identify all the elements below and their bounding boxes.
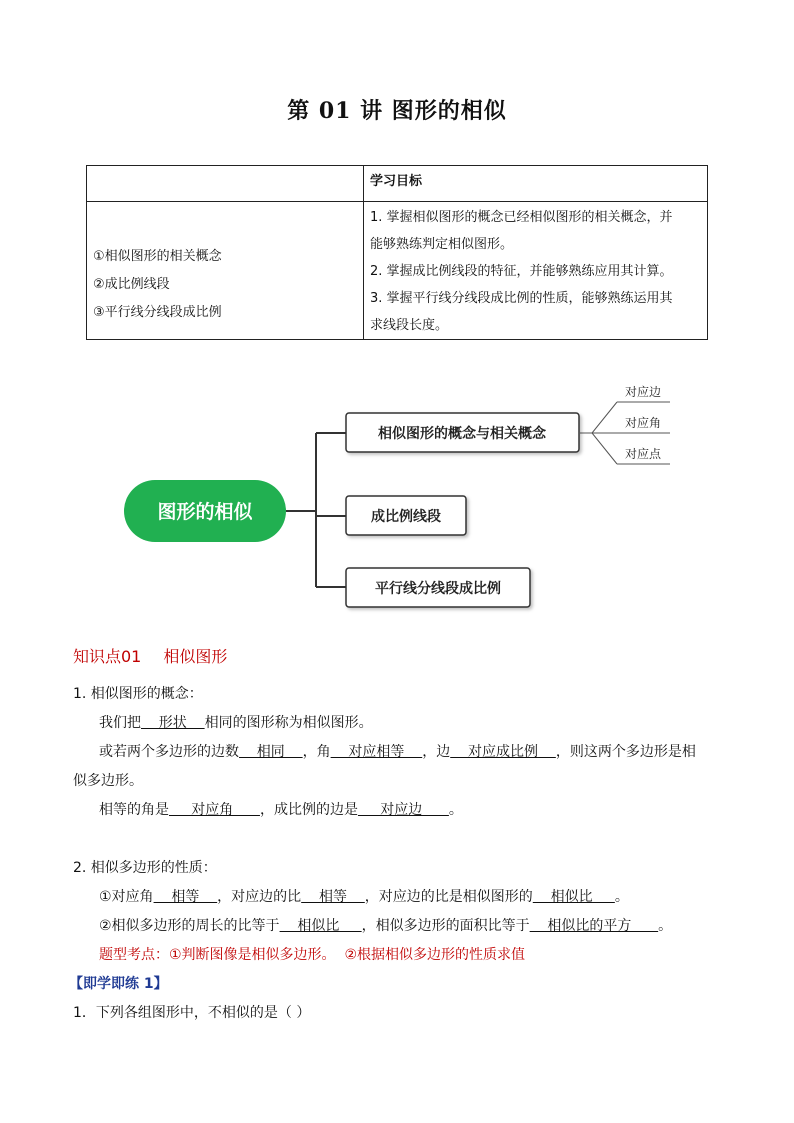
page-title: 第 01 讲 图形的相似: [287, 98, 507, 124]
fill-blank: 对应边: [357, 802, 449, 818]
leaf-label: 对应角: [624, 416, 662, 430]
definition-line: [73, 709, 733, 738]
topic-item: ②成比例线段: [93, 276, 170, 292]
fill-blank: 相等: [301, 889, 365, 905]
topic-item: ③平行线分线段成比例: [93, 304, 222, 320]
fill-blank: 相似比: [532, 889, 615, 905]
section-number: 知识点01: [73, 647, 142, 666]
text-segment: ，对应边的比是相似图形的: [364, 889, 533, 905]
connector-lines: [286, 433, 346, 587]
definition-line: [73, 796, 733, 825]
property-title: 2. 相似多边形的性质：: [73, 860, 217, 876]
concept-title: 1. 相似图形的概念：: [73, 686, 203, 702]
objectives-table: [86, 165, 708, 340]
knowledge-content: [69, 680, 733, 1028]
text-segment: ，则这两个多边形是相: [555, 744, 696, 760]
goal-line: 2. 掌握成比例线段的特征，并能够熟练应用其计算。: [370, 264, 673, 279]
goal-line: 3. 掌握平行线分线段成比例的性质，能够熟练运用其: [370, 291, 673, 306]
text-segment: ，边: [422, 744, 451, 760]
branch-node: [346, 413, 579, 452]
fill-blank: 相似比的平方: [529, 918, 659, 934]
text-segment: ①判断图像是相似多边形。: [169, 947, 336, 963]
definition-line: [73, 738, 733, 767]
text-segment: 我们把: [99, 715, 141, 731]
property-line: [73, 883, 733, 912]
table-header-left: [87, 166, 364, 202]
text-segment: 。: [448, 802, 463, 818]
question-type-line: [73, 941, 733, 970]
mind-map: [0, 370, 794, 620]
section-heading: [73, 644, 227, 667]
fill-blank: 相等: [153, 889, 218, 905]
text-segment: ，成比例的边是: [259, 802, 358, 818]
text-segment: ，对应边的比: [217, 889, 302, 905]
text-segment: 题型考点：: [99, 947, 169, 963]
table-header-goals: 学习目标: [364, 166, 708, 202]
branch-label: 相似图形的概念与相关概念: [378, 426, 546, 442]
leaf-label: 对应点: [624, 447, 662, 461]
section-name: 相似图形: [163, 647, 228, 666]
fill-blank: 对应相等: [330, 744, 423, 760]
text-segment: 或若两个多边形的边数: [99, 744, 239, 760]
goal-line: 求线段长度。: [370, 318, 449, 333]
branch-node: [346, 496, 466, 535]
branch-label: 平行线分线段成比例: [375, 581, 501, 597]
property-line: [73, 912, 733, 941]
branch-label: 成比例线段: [371, 509, 441, 525]
fill-blank: 相同: [239, 744, 303, 760]
goals-cell: [364, 202, 708, 340]
question-1: 1．下列各组图形中，不相似的是（ ）: [73, 1005, 311, 1021]
text-segment: ，角: [302, 744, 331, 760]
branch-node: [346, 568, 530, 607]
text-segment: ②相似多边形的周长的比等于: [99, 918, 280, 934]
text-segment: 相等的角是: [99, 802, 169, 818]
fill-blank: 形状: [141, 715, 205, 731]
fill-blank: 对应角: [169, 802, 260, 818]
text-segment: ①对应角: [99, 889, 154, 905]
text-segment: 相同的图形称为相似图形。: [204, 715, 373, 731]
text-segment: ，相似多边形的面积比等于: [361, 918, 530, 934]
leaf-label: 对应边: [624, 385, 662, 399]
text-segment: 。: [658, 918, 673, 934]
topics-cell: [87, 202, 364, 340]
root-label: 图形的相似: [157, 501, 253, 523]
fill-blank: 对应成比例: [450, 744, 556, 760]
text-segment: 。: [614, 889, 629, 905]
text-segment: ②根据相似多边形的性质求值: [344, 947, 526, 963]
definition-line: 似多边形。: [73, 773, 143, 789]
goal-line: 1. 掌握相似图形的概念已经相似图形的相关概念，并: [370, 210, 673, 225]
goal-line: 能够熟练判定相似图形。: [370, 237, 514, 252]
fill-blank: 相似比: [279, 918, 362, 934]
practice-label: 【即学即练 1】: [69, 976, 168, 992]
topic-item: ①相似图形的相关概念: [93, 248, 222, 264]
